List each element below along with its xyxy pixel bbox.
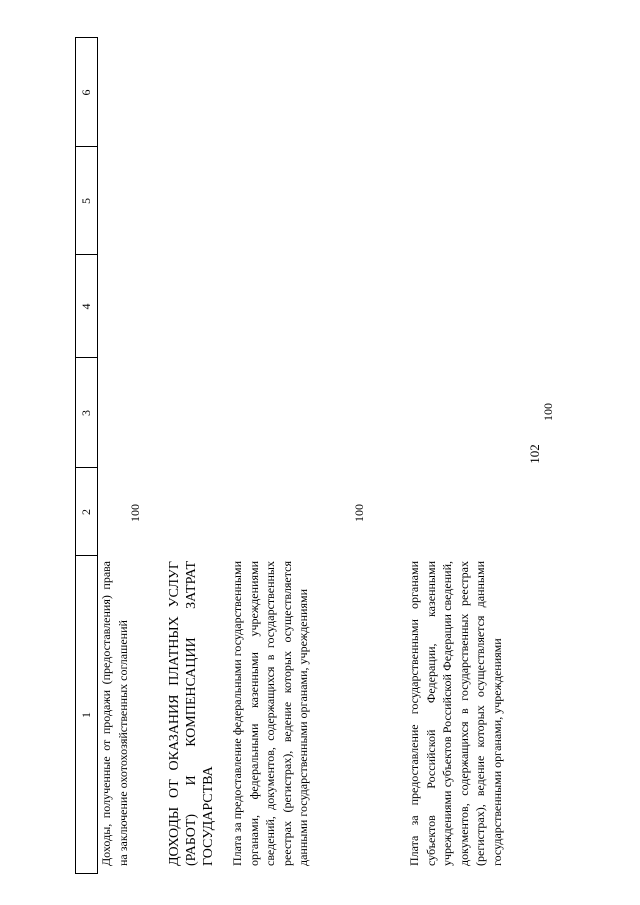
table-cell-value: 100: [128, 504, 142, 522]
column-header-4: 4: [79, 303, 93, 310]
column-header-6: 6: [79, 89, 93, 96]
table-row-label: Доходы, полученные от продажи (предоставления) права на заключение охотохозяйственных соглашений: [99, 561, 130, 866]
table-row-label: Плата за предоставление федеральными государственными органами, федеральными казенными учреждениями сведений, документов, содержащихся в государственных реестрах (регистрах), ведение которых осуществляется данными государственными органами, учреждениями: [230, 561, 311, 866]
table-cell-value: 100: [541, 403, 555, 421]
column-header-2: 2: [79, 509, 93, 515]
table-row-label: Плата за предоставление государственными органами субъектов Российской Федерации, казенными учреждениями субъектов Российской Федерации сведений, документов, содержащихся в государственных реестрах (регистрах), ведение которых осуществляется данными государственными органами, учреждениями: [407, 561, 504, 866]
page-number: 102: [527, 444, 542, 464]
rotated-table: [75, 37, 621, 874]
column-header-5: 5: [79, 198, 93, 204]
column-header-3: 3: [79, 410, 93, 416]
section-heading: ДОХОДЫ ОТ ОКАЗАНИЯ ПЛАТНЫХ УСЛУГ (РАБОТ) И КОМПЕНСАЦИИ ЗАТРАТ ГОСУДАРСТВА: [167, 561, 216, 866]
table-top-border: [75, 37, 76, 874]
column-header-1: 1: [79, 712, 93, 718]
table-cell-value: 100: [352, 504, 366, 522]
